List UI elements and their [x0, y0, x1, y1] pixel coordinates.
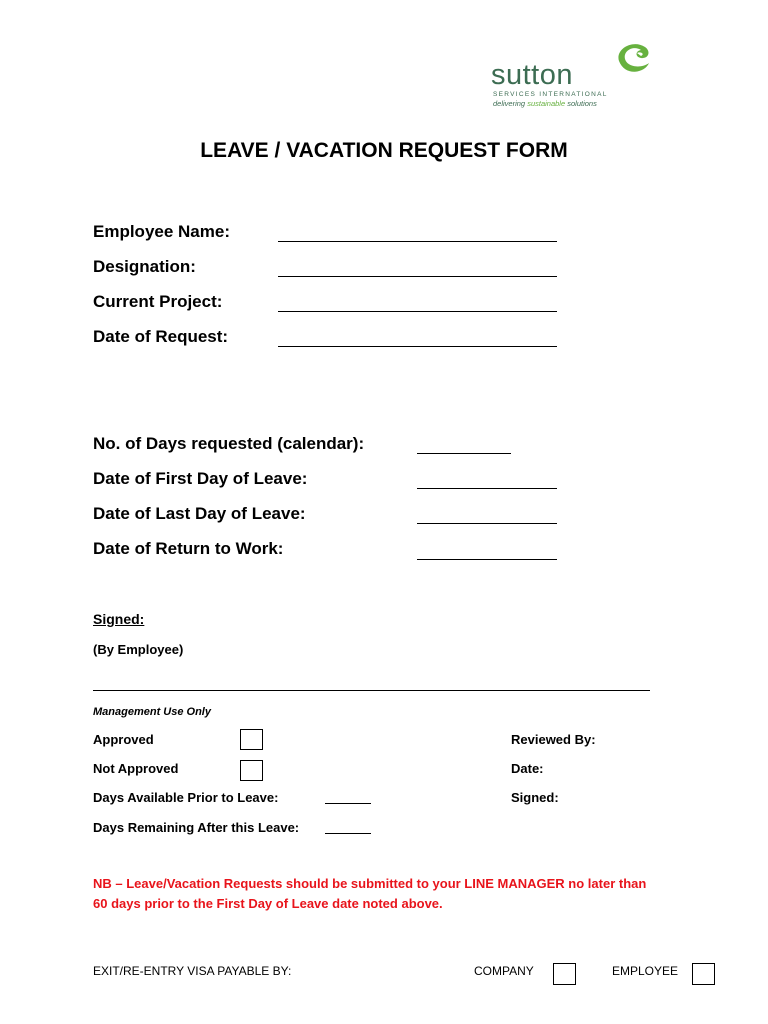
submission-note-line1: NB – Leave/Vacation Requests should be submitted to your LINE MANAGER no later than — [93, 876, 647, 891]
employee-signature-line[interactable] — [93, 690, 650, 691]
swirl-logo-icon — [611, 41, 653, 75]
last-day-label: Date of Last Day of Leave: — [93, 504, 306, 523]
employee-label: EMPLOYEE — [612, 964, 679, 978]
current-project-field[interactable] — [278, 311, 557, 312]
designation-label: Designation: — [93, 257, 196, 276]
days-remaining-field[interactable] — [325, 833, 371, 834]
submission-note-line2: 60 days prior to the First Day of Leave date noted above. — [93, 896, 443, 911]
last-day-field[interactable] — [417, 523, 557, 524]
current-project-label: Current Project: — [93, 292, 223, 311]
logo-tagline-part1: delivering — [493, 99, 526, 108]
approved-checkbox[interactable] — [240, 729, 263, 750]
date-of-request-field[interactable] — [278, 346, 557, 347]
designation-field[interactable] — [278, 276, 557, 277]
employee-name-field[interactable] — [278, 241, 557, 242]
days-remaining-label: Days Remaining After this Leave: — [93, 820, 300, 835]
manager-signed-label: Signed: — [511, 790, 559, 805]
reviewed-by-label: Reviewed By: — [511, 732, 596, 747]
company-checkbox[interactable] — [553, 963, 576, 985]
first-day-label: Date of First Day of Leave: — [93, 469, 308, 488]
submission-note — [93, 874, 646, 914]
days-requested-field[interactable] — [417, 453, 511, 454]
days-available-field[interactable] — [325, 803, 371, 804]
logo-wordmark: sutton — [491, 59, 573, 91]
not-approved-checkbox[interactable] — [240, 760, 263, 781]
visa-payable-label: EXIT/RE-ENTRY VISA PAYABLE BY: — [93, 964, 292, 978]
logo-tagline — [493, 99, 597, 108]
first-day-field[interactable] — [417, 488, 557, 489]
employee-name-label: Employee Name: — [93, 222, 230, 241]
review-date-label: Date: — [511, 761, 544, 776]
by-employee-label: (By Employee) — [93, 642, 184, 657]
employee-checkbox[interactable] — [692, 963, 715, 985]
company-logo — [488, 40, 668, 112]
not-approved-label: Not Approved — [93, 761, 179, 776]
signed-label: Signed: — [93, 611, 145, 627]
days-requested-label: No. of Days requested (calendar): — [93, 434, 365, 453]
date-of-request-label: Date of Request: — [93, 327, 229, 346]
days-available-label: Days Available Prior to Leave: — [93, 790, 279, 805]
logo-subtitle: SERVICES INTERNATIONAL — [493, 91, 608, 98]
logo-tagline-part3: solutions — [567, 99, 597, 108]
logo-tagline-part2: sustainable — [527, 99, 566, 108]
approved-label: Approved — [93, 732, 154, 747]
return-to-work-field[interactable] — [417, 559, 557, 560]
return-to-work-label: Date of Return to Work: — [93, 539, 284, 558]
management-heading: Management Use Only — [93, 706, 211, 718]
form-title: LEAVE / VACATION REQUEST FORM — [200, 139, 568, 162]
company-label: COMPANY — [474, 964, 534, 978]
